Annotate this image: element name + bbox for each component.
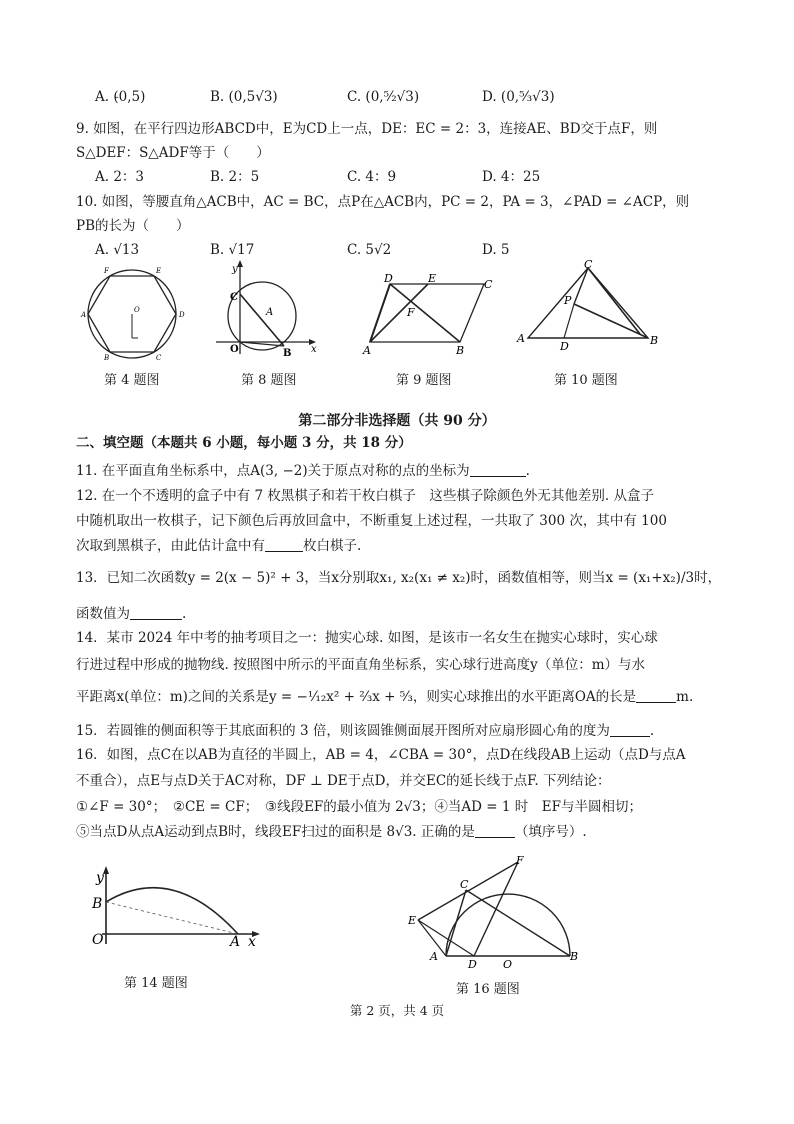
fig16-line-cb [466, 890, 570, 956]
q10-option-b: B. √17 [210, 242, 255, 258]
fig10-triangle [528, 268, 648, 338]
fig14-label-y: y [96, 870, 104, 886]
fig16-line-ac [446, 890, 466, 956]
fig10-line-cp [574, 268, 588, 304]
prev-option-b: B. (0,5√3) [210, 89, 278, 105]
fig16-label-o: O [503, 958, 513, 968]
fig16-label-d: D [468, 958, 477, 968]
q9-option-a: A. 2：3 [95, 169, 145, 185]
q16-line1: 16．如图，点C在以AB为直径的半圆上，AB = 4，∠CBA = 30°，点D在线段AB上运动（点D与点A [76, 747, 686, 763]
fig16-label-e: E [408, 914, 417, 927]
fig4-label-e: E [156, 267, 162, 275]
fig10-line-pd [564, 304, 574, 338]
q13-blank [130, 605, 182, 620]
q9-option-c: C. 4：9 [347, 169, 397, 185]
q12-line2: 中随机取出一枚棋子，记下颜色后再放回盒中，不断重复上述过程，一共取了 300 次，其中有 100 [76, 513, 667, 529]
fig4-label-d: D [179, 311, 185, 319]
caption-fig10: 第 10 题图 [554, 373, 618, 388]
q11-text: 11. 在平面直角坐标系中，点A(3, −2)关于原点对称的点的坐标为 [76, 463, 470, 479]
fig8-y-arrow [237, 260, 243, 267]
q9-line1: 9. 如图，在平行四边形ABCD中，E为CD上一点，DE：EC = 2：3，连接AE、BD交于点F，则 [76, 121, 658, 137]
fig10-line-pb [574, 304, 648, 338]
q16-line4-end: （填序号）. [514, 824, 587, 840]
fig8-label-x: x [311, 344, 317, 355]
caption-fig16: 第 16 题图 [456, 982, 520, 997]
fig9-line-ad [370, 284, 390, 342]
figure-14 [88, 862, 268, 952]
q14-blank [636, 688, 676, 703]
q10-option-a: A. √13 [95, 242, 140, 258]
fig9-line-ae [370, 284, 428, 342]
prev-option-a: A. (̵0,5) [95, 89, 146, 105]
figure-8 [212, 258, 322, 362]
q15-line: 15．若圆锥的侧面积等于其底面积的 3 倍，则该圆锥侧面展开图所对应扇形圆心角的度为 . [76, 723, 655, 739]
fig16-semicircle [446, 894, 570, 956]
q14-line3 [76, 688, 693, 706]
q16-line3: ①∠F = 30°； ②CE = CF； ③线段EF的最小值为 2√3；④当AD = 1 时 EF与半圆相切； [76, 799, 642, 815]
fig10-label-d: D [560, 340, 569, 353]
q16-line4-text: ⑤当点D从点A运动到点B时，线段EF扫过的面积是 8√3. 正确的是 [76, 824, 475, 840]
fig16-line-ef [418, 862, 518, 920]
q14-line2: 行进过程中形成的抛物线. 按照图中所示的平面直角坐标系，实心球行进高度y（单位：m）与水 [76, 657, 646, 673]
q14-line1: 14．某市 2024 年中考的抽考项目之一：抛实心球. 如图，是该市一名女生在抛实心球时，实心球 [76, 630, 658, 646]
q13-line1: 13．已知二次函数y = 2(x − 5)² + 3，当x分别取x₁, x₂(x₁ ≠ x₂)时，函数值相等，则当x = (x₁+x₂)/3时， [76, 570, 722, 586]
fig8-label-b: B [283, 348, 292, 359]
q15-blank [610, 722, 650, 737]
fig9-label-c: C [484, 278, 493, 291]
fig16-line-df [474, 862, 518, 956]
fig8-label-o: O [230, 344, 239, 355]
fig16-label-c: C [460, 878, 469, 891]
fig9-line-bd [390, 284, 460, 342]
fig10-line-cb-thick [588, 268, 640, 334]
figure-9 [360, 270, 500, 360]
page-footer: 第 2 页，共 4 页 [349, 1003, 445, 1018]
fig4-label-o: O [134, 306, 140, 314]
q12-line3 [76, 537, 361, 555]
fig9-label-a: A [363, 344, 371, 357]
prev-option-d: D. (0,⁵⁄₃√3) [482, 89, 555, 105]
q10-line2: PB的长为（ ） [76, 218, 190, 234]
fig8-label-c: C [230, 292, 238, 303]
fig4-label-a: A [81, 311, 87, 319]
q14-line3-end: m. [676, 689, 694, 705]
figure-10 [514, 258, 664, 358]
fig4-label-c: C [156, 354, 162, 362]
fig14-label-a: A [230, 934, 241, 950]
q12-line3-end: 枚白棋子. [303, 538, 362, 554]
fig4-label-b: B [104, 354, 110, 362]
q10-line1: 10. 如图，等腰直角△ACB中，AC = BC，点P在△ACB内，PC = 2，PA = 3，∠PAD = ∠ACP，则 [76, 194, 690, 210]
fig9-label-e: E [428, 272, 437, 285]
fig9-label-d: D [384, 272, 393, 285]
fig16-label-b: B [570, 950, 579, 963]
caption-fig8: 第 8 题图 [241, 373, 297, 388]
part2-title: 第二部分非选择题（共 90 分） [298, 413, 496, 429]
q10-option-d: D. 5 [482, 242, 510, 258]
caption-fig9: 第 9 题图 [396, 373, 452, 388]
q12-blank [265, 537, 303, 552]
prev-option-c: C. (0,⁵⁄₂√3) [347, 89, 420, 105]
figure-16 [406, 852, 586, 968]
fig8-label-y: y [232, 264, 238, 275]
q13-line2-text: 函数值为 [76, 606, 130, 622]
figure-4 [80, 262, 190, 362]
q12-line3-text: 次取到黑棋子，由此估计盒中有 [76, 538, 265, 554]
q12-line1: 12. 在一个不透明的盒子中有 7 枚黑棋子和若干枚白棋子 这些棋子除颜色外无其他差别. 从盒子 [76, 488, 655, 504]
fig14-label-b: B [92, 896, 103, 912]
fig16-label-f: F [516, 854, 524, 867]
fig8-chord-cb [240, 294, 284, 346]
caption-fig14: 第 14 题图 [124, 976, 188, 991]
q15-text: 15．若圆锥的侧面积等于其底面积的 3 倍，则该圆锥侧面展开图所对应扇形圆心角的度为 [76, 723, 610, 739]
q11-line: 11. 在平面直角坐标系中，点A(3, −2)关于原点对称的点的坐标为 . [76, 463, 530, 479]
fig14-label-o: O [92, 932, 104, 948]
fig10-label-c: C [584, 258, 593, 271]
caption-fig4: 第 4 题图 [104, 373, 160, 388]
q10-option-c: C. 5√2 [347, 242, 392, 258]
section2-title: 二、填空题（本题共 6 小题，每小题 3 分，共 18 分） [76, 435, 412, 451]
q16-line4 [76, 823, 587, 841]
fig9-label-b: B [456, 344, 465, 357]
fig8-circle [228, 282, 296, 350]
fig14-guide [106, 902, 238, 934]
q16-blank [475, 823, 515, 838]
fig8-label-a: A [266, 307, 274, 318]
q9-option-d: D. 4：25 [482, 169, 541, 185]
q9-line2: S△DEF：S△ADF等于（ ） [76, 145, 270, 161]
q11-blank [470, 462, 526, 477]
fig10-label-a: A [517, 332, 525, 345]
fig14-label-x: x [248, 934, 256, 950]
q9-option-b: B. 2：5 [210, 169, 260, 185]
fig16-label-a: A [430, 950, 438, 963]
q14-line3-text: 平距离x(单位：m)之间的关系是y = −¹⁄₁₂x² + ²⁄₃x + ⁵⁄₃，则实心球推出的水平距离OA的长是 [76, 689, 637, 705]
fig10-label-b: B [650, 334, 659, 347]
q13-line2: 函数值为 . [76, 606, 187, 622]
fig10-label-p: P [564, 294, 572, 307]
fig9-label-f: F [407, 306, 415, 319]
fig14-parabola [106, 888, 238, 934]
fig4-label-f: F [104, 267, 109, 275]
q16-line2: 不重合），点E与点D关于AC对称，DF ⊥ DE于点D，并交EC的延长线于点F. 下列结论： [76, 773, 611, 789]
